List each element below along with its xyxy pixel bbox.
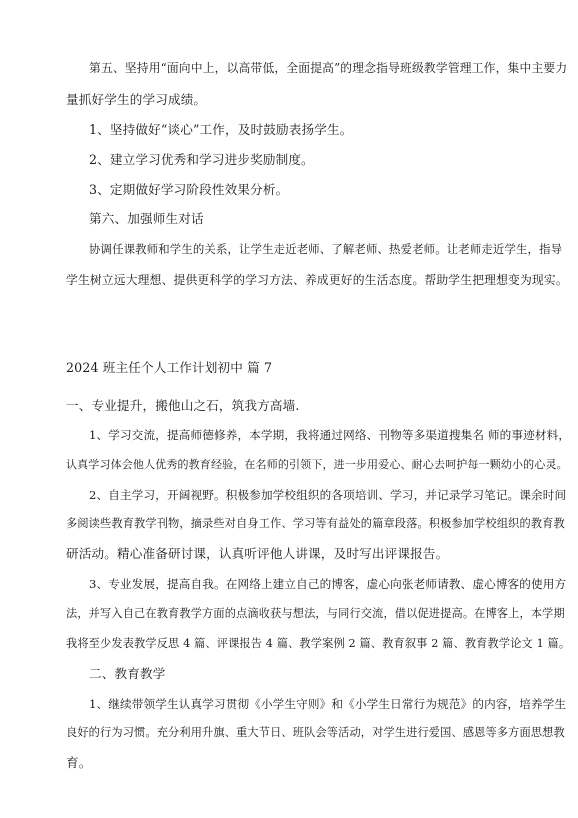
paragraph-4-line1: 1、继续带领学生认真学习贯彻《小学生守则》和《小学生日常行为规范》的内容，培养学生 bbox=[89, 697, 567, 711]
section5-item-2: 2、建立学习优秀和学习进步奖励制度。 bbox=[89, 152, 314, 167]
paragraph-2-line2: 多阅读些教育教学刊物，摘录些对自身工作、学习等有益处的篇章段落。积极参加学校组织的教育教 bbox=[66, 517, 565, 530]
paragraph-3-line3: 我将至少发表教学反思 4 篇、评课报告 4 篇、教学案例 2 篇、教育叙事 2 篇、教育教学论文 1 篇。 bbox=[66, 637, 571, 650]
paragraph-3-line1: 3、专业发展，提高自我。在网络上建立自己的博客，虚心向张老师请教、虚心博客的使用方 bbox=[89, 577, 567, 591]
article-title: 2024 班主任个人工作计划初中 篇 7 bbox=[66, 360, 273, 375]
part1-heading: 一、专业提升，搬他山之石，筑我方高墙. bbox=[66, 398, 300, 413]
paragraph-1-line1: 1、学习交流，提高师德修养，本学期，我将通过网络、刊物等多渠道搜集名 师的事迹材料， bbox=[89, 428, 571, 442]
paragraph-1-line2: 认真学习体会他人优秀的教育经验，在名师的引领下，进一步用爱心、耐心去呵护每一颗幼小的心灵。 bbox=[66, 458, 568, 471]
section5-heading-line1: 第五、坚持用“面向中上，以高带低，全面提高”的理念指导班级教学管理工作，集中主要力 bbox=[89, 61, 568, 75]
paragraph-3-line2: 法，并写入自己在教育教学方面的点滴收获与想法，与同行交流，借以促进提高。在博客上，本学期 bbox=[66, 607, 565, 620]
section5-item-1: 1、坚持做好“谈心”工作，及时鼓励表扬学生。 bbox=[89, 122, 353, 137]
section6-heading: 第六、加强师生对话 bbox=[89, 211, 204, 226]
paragraph-2-line3: 研活动。精心准备研讨课，认真听评他人讲课，及时写出评课报告。 bbox=[66, 546, 449, 561]
paragraph-2-line1: 2、自主学习，开阔视野。积极参加学校组织的各项培训、学习，并记录学习笔记。课余时间 bbox=[89, 488, 567, 502]
paragraph-4-line2: 良好的行为习惯。充分利用升旗、重大节日、班队会等活动，对学生进行爱国、感恩等多方面思想教 bbox=[66, 726, 565, 739]
paragraph-4-line3: 育。 bbox=[66, 755, 92, 770]
section6-para-line2: 学生树立远大理想、提供更科学的学习方法、养成更好的生活态度。帮助学生把理想变为现实。 bbox=[66, 273, 568, 287]
section5-item-3: 3、定期做好学习阶段性效果分析。 bbox=[89, 182, 289, 197]
section5-heading-line2: 量抓好学生的学习成绩。 bbox=[66, 92, 207, 107]
section6-para-line1: 协调任课教师和学生的关系，让学生走近老师、了解老师、热爱老师。让老师走近学生，指导 bbox=[89, 242, 563, 256]
part2-heading: 二、教育教学 bbox=[89, 666, 166, 681]
